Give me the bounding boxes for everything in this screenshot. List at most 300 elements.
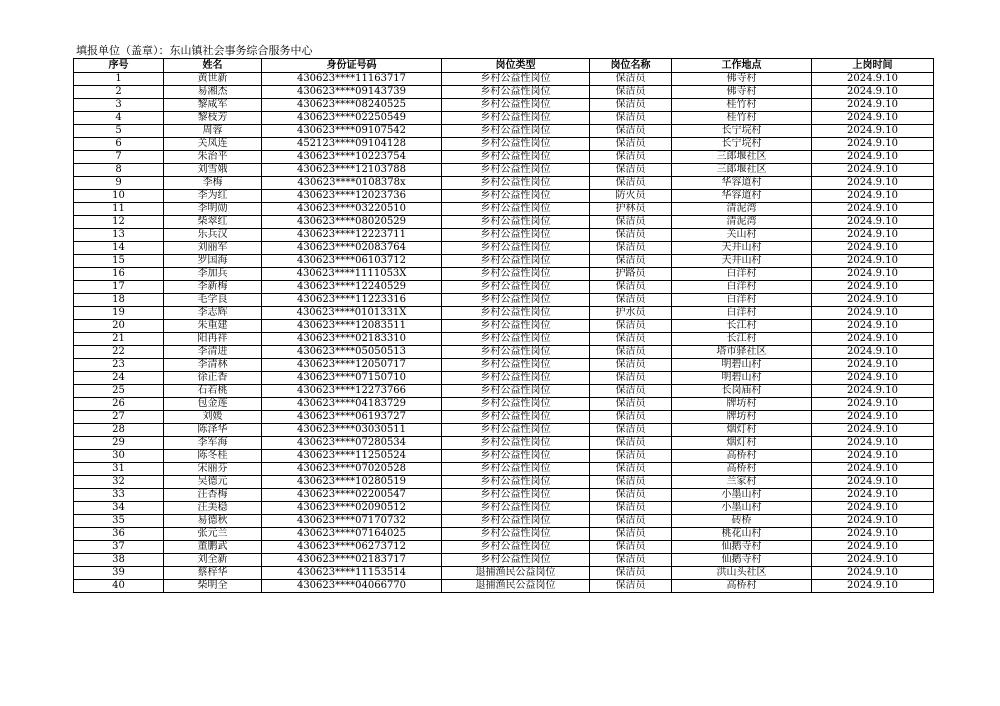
post-name-cell: 保洁员 bbox=[590, 164, 672, 177]
post-type-cell: 乡村公益性岗位 bbox=[442, 203, 590, 216]
post-name-cell: 保洁员 bbox=[590, 528, 672, 541]
id-number-cell: 430623****10280519 bbox=[262, 476, 442, 489]
name-cell: 黎枝芳 bbox=[164, 112, 262, 125]
work-location-cell: 关山村 bbox=[672, 229, 812, 242]
post-type-cell: 乡村公益性岗位 bbox=[442, 489, 590, 502]
name-cell: 罗国海 bbox=[164, 255, 262, 268]
start-date-cell: 2024.9.10 bbox=[812, 203, 934, 216]
id-number-cell: 430623****12050717 bbox=[262, 359, 442, 372]
work-location-cell: 牌坊村 bbox=[672, 411, 812, 424]
table-row bbox=[74, 567, 934, 580]
table-row bbox=[74, 580, 934, 593]
post-type-cell: 乡村公益性岗位 bbox=[442, 346, 590, 359]
table-row bbox=[74, 242, 934, 255]
seq-cell: 23 bbox=[74, 359, 164, 372]
id-number-cell: 430623****12223711 bbox=[262, 229, 442, 242]
id-number-cell: 430623****12023736 bbox=[262, 190, 442, 203]
id-number-cell: 430623****09143739 bbox=[262, 86, 442, 99]
id-number-cell: 430623****07170732 bbox=[262, 515, 442, 528]
column-header-name: 姓名 bbox=[164, 59, 262, 73]
post-name-cell: 保洁员 bbox=[590, 294, 672, 307]
id-number-cell: 430623****06193727 bbox=[262, 411, 442, 424]
start-date-cell: 2024.9.10 bbox=[812, 554, 934, 567]
table-row bbox=[74, 528, 934, 541]
seq-cell: 9 bbox=[74, 177, 164, 190]
table-row bbox=[74, 554, 934, 567]
post-name-cell: 保洁员 bbox=[590, 476, 672, 489]
name-cell: 朱重建 bbox=[164, 320, 262, 333]
post-type-cell: 乡村公益性岗位 bbox=[442, 307, 590, 320]
name-cell: 石若桃 bbox=[164, 385, 262, 398]
start-date-cell: 2024.9.10 bbox=[812, 411, 934, 424]
id-number-cell: 430623****08240525 bbox=[262, 99, 442, 112]
name-cell: 蔡梓华 bbox=[164, 567, 262, 580]
work-location-cell: 牌坊村 bbox=[672, 398, 812, 411]
post-name-cell: 保洁员 bbox=[590, 541, 672, 554]
seq-cell: 40 bbox=[74, 580, 164, 593]
id-number-cell: 430623****04066770 bbox=[262, 580, 442, 593]
post-name-cell: 保洁员 bbox=[590, 385, 672, 398]
id-number-cell: 430623****12240529 bbox=[262, 281, 442, 294]
staff-table bbox=[73, 58, 934, 593]
reporting-unit-label: 填报单位（盖章）：东山镇社会事务综合服务中心 bbox=[76, 44, 313, 57]
name-cell: 包金莲 bbox=[164, 398, 262, 411]
start-date-cell: 2024.9.10 bbox=[812, 580, 934, 593]
work-location-cell: 桂竹村 bbox=[672, 112, 812, 125]
id-number-cell: 430623****03220510 bbox=[262, 203, 442, 216]
work-location-cell: 华容道村 bbox=[672, 177, 812, 190]
name-cell: 刘丽军 bbox=[164, 242, 262, 255]
post-type-cell: 退捕渔民公益岗位 bbox=[442, 567, 590, 580]
start-date-cell: 2024.9.10 bbox=[812, 320, 934, 333]
start-date-cell: 2024.9.10 bbox=[812, 463, 934, 476]
work-location-cell: 仙鹅寺村 bbox=[672, 541, 812, 554]
post-type-cell: 乡村公益性岗位 bbox=[442, 255, 590, 268]
start-date-cell: 2024.9.10 bbox=[812, 151, 934, 164]
post-name-cell: 保洁员 bbox=[590, 437, 672, 450]
name-cell: 刘媛 bbox=[164, 411, 262, 424]
seq-cell: 7 bbox=[74, 151, 164, 164]
work-location-cell: 塔市驿社区 bbox=[672, 346, 812, 359]
name-cell: 汪杏梅 bbox=[164, 489, 262, 502]
start-date-cell: 2024.9.10 bbox=[812, 112, 934, 125]
table-row bbox=[74, 476, 934, 489]
seq-cell: 15 bbox=[74, 255, 164, 268]
start-date-cell: 2024.9.10 bbox=[812, 307, 934, 320]
start-date-cell: 2024.9.10 bbox=[812, 99, 934, 112]
seq-cell: 17 bbox=[74, 281, 164, 294]
start-date-cell: 2024.9.10 bbox=[812, 281, 934, 294]
work-location-cell: 清泥湾 bbox=[672, 203, 812, 216]
table-row bbox=[74, 125, 934, 138]
post-name-cell: 保洁员 bbox=[590, 99, 672, 112]
seq-cell: 11 bbox=[74, 203, 164, 216]
start-date-cell: 2024.9.10 bbox=[812, 515, 934, 528]
name-cell: 易湘杰 bbox=[164, 86, 262, 99]
name-cell: 柴明全 bbox=[164, 580, 262, 593]
post-type-cell: 乡村公益性岗位 bbox=[442, 450, 590, 463]
start-date-cell: 2024.9.10 bbox=[812, 216, 934, 229]
work-location-cell: 佛寺村 bbox=[672, 86, 812, 99]
seq-cell: 19 bbox=[74, 307, 164, 320]
work-location-cell: 烟灯村 bbox=[672, 424, 812, 437]
seq-cell: 26 bbox=[74, 398, 164, 411]
table-row bbox=[74, 502, 934, 515]
post-type-cell: 乡村公益性岗位 bbox=[442, 515, 590, 528]
start-date-cell: 2024.9.10 bbox=[812, 229, 934, 242]
id-number-cell: 430623****02183717 bbox=[262, 554, 442, 567]
post-name-cell: 保洁员 bbox=[590, 242, 672, 255]
name-cell: 董鹏武 bbox=[164, 541, 262, 554]
work-location-cell: 兰家村 bbox=[672, 476, 812, 489]
post-type-cell: 乡村公益性岗位 bbox=[442, 177, 590, 190]
id-number-cell: 430623****1111053X bbox=[262, 268, 442, 281]
post-type-cell: 乡村公益性岗位 bbox=[442, 216, 590, 229]
post-name-cell: 防火员 bbox=[590, 190, 672, 203]
table-row bbox=[74, 463, 934, 476]
name-cell: 宋丽芬 bbox=[164, 463, 262, 476]
table-row bbox=[74, 268, 934, 281]
column-header-start-date: 上岗时间 bbox=[812, 59, 934, 73]
id-number-cell: 430623****05050513 bbox=[262, 346, 442, 359]
start-date-cell: 2024.9.10 bbox=[812, 450, 934, 463]
seq-cell: 22 bbox=[74, 346, 164, 359]
post-name-cell: 保洁员 bbox=[590, 320, 672, 333]
post-type-cell: 乡村公益性岗位 bbox=[442, 463, 590, 476]
post-type-cell: 乡村公益性岗位 bbox=[442, 164, 590, 177]
work-location-cell: 白洋村 bbox=[672, 294, 812, 307]
id-number-cell: 430623****07280534 bbox=[262, 437, 442, 450]
work-location-cell: 桃花山村 bbox=[672, 528, 812, 541]
post-name-cell: 保洁员 bbox=[590, 359, 672, 372]
work-location-cell: 佛寺村 bbox=[672, 73, 812, 86]
name-cell: 朱治平 bbox=[164, 151, 262, 164]
name-cell: 陈泽华 bbox=[164, 424, 262, 437]
post-name-cell: 保洁员 bbox=[590, 138, 672, 151]
seq-cell: 29 bbox=[74, 437, 164, 450]
column-header-work-location: 工作地点 bbox=[672, 59, 812, 73]
seq-cell: 27 bbox=[74, 411, 164, 424]
post-type-cell: 乡村公益性岗位 bbox=[442, 151, 590, 164]
table-row bbox=[74, 203, 934, 216]
post-name-cell: 护水员 bbox=[590, 307, 672, 320]
name-cell: 徐正香 bbox=[164, 372, 262, 385]
name-cell: 吴德元 bbox=[164, 476, 262, 489]
post-name-cell: 保洁员 bbox=[590, 463, 672, 476]
table-row bbox=[74, 307, 934, 320]
seq-cell: 12 bbox=[74, 216, 164, 229]
id-number-cell: 430623****07164025 bbox=[262, 528, 442, 541]
work-location-cell: 白洋村 bbox=[672, 268, 812, 281]
post-name-cell: 保洁员 bbox=[590, 73, 672, 86]
post-type-cell: 乡村公益性岗位 bbox=[442, 86, 590, 99]
id-number-cell: 430623****11250524 bbox=[262, 450, 442, 463]
work-location-cell: 天井山村 bbox=[672, 255, 812, 268]
name-cell: 毛学良 bbox=[164, 294, 262, 307]
name-cell: 汪美稳 bbox=[164, 502, 262, 515]
post-type-cell: 乡村公益性岗位 bbox=[442, 437, 590, 450]
seq-cell: 36 bbox=[74, 528, 164, 541]
id-number-cell: 430623****10223754 bbox=[262, 151, 442, 164]
name-cell: 易德秋 bbox=[164, 515, 262, 528]
table-row bbox=[74, 333, 934, 346]
post-type-cell: 乡村公益性岗位 bbox=[442, 242, 590, 255]
start-date-cell: 2024.9.10 bbox=[812, 73, 934, 86]
start-date-cell: 2024.9.10 bbox=[812, 242, 934, 255]
table-row bbox=[74, 346, 934, 359]
work-location-cell: 三郎堰社区 bbox=[672, 164, 812, 177]
table-row bbox=[74, 138, 934, 151]
work-location-cell: 白洋村 bbox=[672, 307, 812, 320]
column-header-id-number: 身份证号码 bbox=[262, 59, 442, 73]
id-number-cell: 430623****12083511 bbox=[262, 320, 442, 333]
post-name-cell: 保洁员 bbox=[590, 398, 672, 411]
table-row bbox=[74, 541, 934, 554]
table-row bbox=[74, 437, 934, 450]
table-row bbox=[74, 216, 934, 229]
post-name-cell: 保洁员 bbox=[590, 151, 672, 164]
post-type-cell: 乡村公益性岗位 bbox=[442, 476, 590, 489]
post-name-cell: 保洁员 bbox=[590, 346, 672, 359]
post-name-cell: 保洁员 bbox=[590, 125, 672, 138]
work-location-cell: 高桥村 bbox=[672, 580, 812, 593]
work-location-cell: 桂竹村 bbox=[672, 99, 812, 112]
name-cell: 李梅 bbox=[164, 177, 262, 190]
id-number-cell: 430623****0101331X bbox=[262, 307, 442, 320]
id-number-cell: 430623****02200547 bbox=[262, 489, 442, 502]
post-name-cell: 保洁员 bbox=[590, 450, 672, 463]
name-cell: 陈冬桂 bbox=[164, 450, 262, 463]
work-location-cell: 烟灯村 bbox=[672, 437, 812, 450]
table-row bbox=[74, 73, 934, 86]
seq-cell: 38 bbox=[74, 554, 164, 567]
post-type-cell: 乡村公益性岗位 bbox=[442, 281, 590, 294]
post-type-cell: 乡村公益性岗位 bbox=[442, 229, 590, 242]
name-cell: 李志辉 bbox=[164, 307, 262, 320]
post-type-cell: 乡村公益性岗位 bbox=[442, 528, 590, 541]
seq-cell: 3 bbox=[74, 99, 164, 112]
work-location-cell: 高桥村 bbox=[672, 463, 812, 476]
table-row bbox=[74, 190, 934, 203]
work-location-cell: 长宁垸村 bbox=[672, 138, 812, 151]
id-number-cell: 430623****11223316 bbox=[262, 294, 442, 307]
seq-cell: 14 bbox=[74, 242, 164, 255]
post-name-cell: 保洁员 bbox=[590, 554, 672, 567]
work-location-cell: 明碧山村 bbox=[672, 359, 812, 372]
work-location-cell: 清泥湾 bbox=[672, 216, 812, 229]
id-number-cell: 430623****03030511 bbox=[262, 424, 442, 437]
seq-cell: 18 bbox=[74, 294, 164, 307]
work-location-cell: 三郎堰社区 bbox=[672, 151, 812, 164]
table-row bbox=[74, 281, 934, 294]
start-date-cell: 2024.9.10 bbox=[812, 528, 934, 541]
table-row bbox=[74, 99, 934, 112]
column-header-seq: 序号 bbox=[74, 59, 164, 73]
post-name-cell: 保洁员 bbox=[590, 281, 672, 294]
id-number-cell: 430623****08020529 bbox=[262, 216, 442, 229]
name-cell: 乐兵汉 bbox=[164, 229, 262, 242]
name-cell: 周蓉 bbox=[164, 125, 262, 138]
name-cell: 黎咸军 bbox=[164, 99, 262, 112]
post-type-cell: 乡村公益性岗位 bbox=[442, 385, 590, 398]
table-row bbox=[74, 398, 934, 411]
post-type-cell: 乡村公益性岗位 bbox=[442, 112, 590, 125]
id-number-cell: 430623****12103788 bbox=[262, 164, 442, 177]
start-date-cell: 2024.9.10 bbox=[812, 567, 934, 580]
name-cell: 李清进 bbox=[164, 346, 262, 359]
work-location-cell: 长江村 bbox=[672, 320, 812, 333]
post-name-cell: 保洁员 bbox=[590, 216, 672, 229]
seq-cell: 13 bbox=[74, 229, 164, 242]
work-location-cell: 天井山村 bbox=[672, 242, 812, 255]
work-location-cell: 仙鹅寺村 bbox=[672, 554, 812, 567]
id-number-cell: 452123****09104128 bbox=[262, 138, 442, 151]
seq-cell: 35 bbox=[74, 515, 164, 528]
table-row bbox=[74, 112, 934, 125]
name-cell: 李新梅 bbox=[164, 281, 262, 294]
post-name-cell: 保洁员 bbox=[590, 86, 672, 99]
seq-cell: 16 bbox=[74, 268, 164, 281]
start-date-cell: 2024.9.10 bbox=[812, 125, 934, 138]
post-type-cell: 乡村公益性岗位 bbox=[442, 541, 590, 554]
seq-cell: 1 bbox=[74, 73, 164, 86]
id-number-cell: 430623****06103712 bbox=[262, 255, 442, 268]
post-type-cell: 乡村公益性岗位 bbox=[442, 359, 590, 372]
post-name-cell: 保洁员 bbox=[590, 515, 672, 528]
post-name-cell: 保洁员 bbox=[590, 372, 672, 385]
table-row bbox=[74, 515, 934, 528]
start-date-cell: 2024.9.10 bbox=[812, 294, 934, 307]
post-type-cell: 乡村公益性岗位 bbox=[442, 502, 590, 515]
start-date-cell: 2024.9.10 bbox=[812, 190, 934, 203]
seq-cell: 5 bbox=[74, 125, 164, 138]
post-type-cell: 退捕渔民公益岗位 bbox=[442, 580, 590, 593]
table-header-row bbox=[74, 59, 934, 73]
post-name-cell: 保洁员 bbox=[590, 489, 672, 502]
name-cell: 刘雪娥 bbox=[164, 164, 262, 177]
seq-cell: 34 bbox=[74, 502, 164, 515]
start-date-cell: 2024.9.10 bbox=[812, 268, 934, 281]
seq-cell: 10 bbox=[74, 190, 164, 203]
id-number-cell: 430623****07150710 bbox=[262, 372, 442, 385]
id-number-cell: 430623****11153514 bbox=[262, 567, 442, 580]
post-type-cell: 乡村公益性岗位 bbox=[442, 99, 590, 112]
post-type-cell: 乡村公益性岗位 bbox=[442, 411, 590, 424]
start-date-cell: 2024.9.10 bbox=[812, 424, 934, 437]
start-date-cell: 2024.9.10 bbox=[812, 437, 934, 450]
seq-cell: 25 bbox=[74, 385, 164, 398]
start-date-cell: 2024.9.10 bbox=[812, 86, 934, 99]
id-number-cell: 430623****07020528 bbox=[262, 463, 442, 476]
seq-cell: 4 bbox=[74, 112, 164, 125]
post-name-cell: 护林员 bbox=[590, 203, 672, 216]
name-cell: 李军海 bbox=[164, 437, 262, 450]
id-number-cell: 430623****06273712 bbox=[262, 541, 442, 554]
post-type-cell: 乡村公益性岗位 bbox=[442, 398, 590, 411]
table-row bbox=[74, 151, 934, 164]
name-cell: 刘全新 bbox=[164, 554, 262, 567]
table-row bbox=[74, 424, 934, 437]
post-name-cell: 保洁员 bbox=[590, 177, 672, 190]
post-type-cell: 乡村公益性岗位 bbox=[442, 333, 590, 346]
seq-cell: 2 bbox=[74, 86, 164, 99]
seq-cell: 39 bbox=[74, 567, 164, 580]
post-name-cell: 保洁员 bbox=[590, 229, 672, 242]
id-number-cell: 430623****09107542 bbox=[262, 125, 442, 138]
post-name-cell: 保洁员 bbox=[590, 411, 672, 424]
post-name-cell: 保洁员 bbox=[590, 580, 672, 593]
seq-cell: 28 bbox=[74, 424, 164, 437]
name-cell: 柴翠红 bbox=[164, 216, 262, 229]
seq-cell: 21 bbox=[74, 333, 164, 346]
table-row bbox=[74, 489, 934, 502]
post-name-cell: 保洁员 bbox=[590, 567, 672, 580]
table-row bbox=[74, 372, 934, 385]
work-location-cell: 高桥村 bbox=[672, 450, 812, 463]
start-date-cell: 2024.9.10 bbox=[812, 476, 934, 489]
name-cell: 阳再祥 bbox=[164, 333, 262, 346]
id-number-cell: 430623****12273766 bbox=[262, 385, 442, 398]
start-date-cell: 2024.9.10 bbox=[812, 359, 934, 372]
post-name-cell: 保洁员 bbox=[590, 333, 672, 346]
table-row bbox=[74, 164, 934, 177]
start-date-cell: 2024.9.10 bbox=[812, 164, 934, 177]
post-type-cell: 乡村公益性岗位 bbox=[442, 424, 590, 437]
seq-cell: 6 bbox=[74, 138, 164, 151]
seq-cell: 8 bbox=[74, 164, 164, 177]
id-number-cell: 430623****02083764 bbox=[262, 242, 442, 255]
name-cell: 黄世新 bbox=[164, 73, 262, 86]
table-row bbox=[74, 385, 934, 398]
work-location-cell: 砖桥 bbox=[672, 515, 812, 528]
table-row bbox=[74, 320, 934, 333]
work-location-cell: 小墨山村 bbox=[672, 502, 812, 515]
id-number-cell: 430623****04183729 bbox=[262, 398, 442, 411]
seq-cell: 33 bbox=[74, 489, 164, 502]
post-name-cell: 护路员 bbox=[590, 268, 672, 281]
post-name-cell: 保洁员 bbox=[590, 424, 672, 437]
table-row bbox=[74, 255, 934, 268]
work-location-cell: 小墨山村 bbox=[672, 489, 812, 502]
start-date-cell: 2024.9.10 bbox=[812, 255, 934, 268]
id-number-cell: 430623****02090512 bbox=[262, 502, 442, 515]
post-type-cell: 乡村公益性岗位 bbox=[442, 554, 590, 567]
id-number-cell: 430623****0108378x bbox=[262, 177, 442, 190]
table-row bbox=[74, 86, 934, 99]
start-date-cell: 2024.9.10 bbox=[812, 372, 934, 385]
name-cell: 张元兰 bbox=[164, 528, 262, 541]
seq-cell: 30 bbox=[74, 450, 164, 463]
seq-cell: 32 bbox=[74, 476, 164, 489]
table-row bbox=[74, 450, 934, 463]
start-date-cell: 2024.9.10 bbox=[812, 489, 934, 502]
table-row bbox=[74, 177, 934, 190]
work-location-cell: 长江村 bbox=[672, 333, 812, 346]
post-name-cell: 保洁员 bbox=[590, 255, 672, 268]
work-location-cell: 白洋村 bbox=[672, 281, 812, 294]
post-type-cell: 乡村公益性岗位 bbox=[442, 268, 590, 281]
work-location-cell: 长宁垸村 bbox=[672, 125, 812, 138]
column-header-post-name: 岗位名称 bbox=[590, 59, 672, 73]
post-type-cell: 乡村公益性岗位 bbox=[442, 294, 590, 307]
seq-cell: 31 bbox=[74, 463, 164, 476]
id-number-cell: 430623****02250549 bbox=[262, 112, 442, 125]
start-date-cell: 2024.9.10 bbox=[812, 138, 934, 151]
start-date-cell: 2024.9.10 bbox=[812, 346, 934, 359]
table-row bbox=[74, 294, 934, 307]
start-date-cell: 2024.9.10 bbox=[812, 333, 934, 346]
id-number-cell: 430623****11163717 bbox=[262, 73, 442, 86]
